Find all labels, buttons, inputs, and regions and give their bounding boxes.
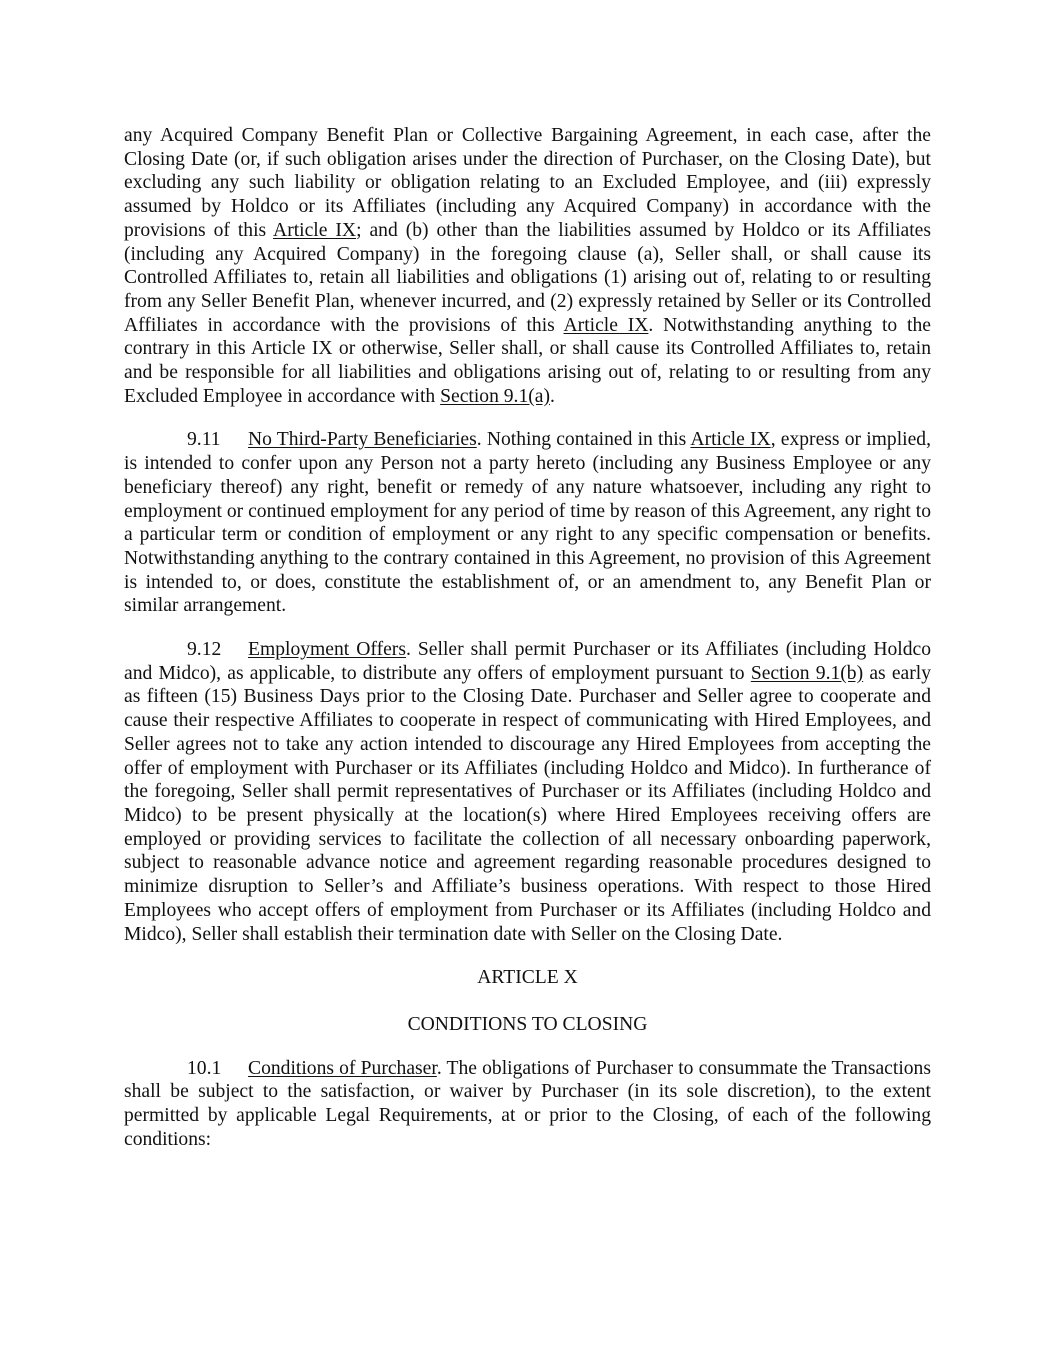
section-9-12 (124, 638, 931, 946)
section-heading: Conditions of Purchaser (248, 1057, 437, 1079)
article-title: ARTICLE X (477, 967, 578, 989)
cross-reference-link[interactable]: Section 9.1(a) (440, 385, 551, 407)
section-number: 10.1 (187, 1057, 222, 1079)
paragraph-text: . Notwithstanding anything to the contrary in this Article IX or otherwise, Seller shall, or shall cause its Controlled Affiliates to, retain and be responsible for all liabilities and obligations arising out of, relating to or resulting from any Excluded Employee in accordance with (124, 314, 931, 407)
paragraph-text: . Seller shall permit Purchaser or its Affiliates (including Holdco and Midco), as applicable, to distribute any offers of employment pursuant to (124, 639, 931, 684)
paragraph-continuation (124, 124, 931, 408)
paragraph-text: . The obligations of Purchaser to consummate the Transactions shall be subject to the satisfaction, or waiver by Purchaser (in its sole discretion), to the extent permitted by applicable Legal Requirements, at or prior to the Closing, of each of the following conditions: (124, 1057, 931, 1150)
document-page (124, 124, 931, 1151)
paragraph-text: , express or implied, is intended to confer upon any Person not a party hereto (including any Business Employee or any beneficiary thereof) any right, benefit or remedy of any nature whatsoever, including any right to employment or continued employment for any period of time by reason of this Agreement, any right to a particular term or condition of employment or any right to any specific compensation or benefits. Notwithstanding anything to the contrary contained in this Agreement, no provision of this Agreement is intended to, or does, constitute the establishment of, or an amendment to, any Benefit Plan or similar arrangement. (124, 429, 931, 617)
article-subtitle: CONDITIONS TO CLOSING (407, 1013, 648, 1035)
paragraph-text: . Nothing contained in this (476, 429, 691, 451)
cross-reference-link[interactable]: Article IX (690, 429, 771, 451)
paragraph-text: ; and (b) other than the liabilities assumed by Holdco or its Affiliates (including any Acquired Company) in the foregoing clause (a), Seller shall, or shall cause its Controlled Affiliates to, retain all liabilities and obligations (1) arising out of, relating to or resulting from any Seller Benefit Plan, whenever incurred, and (2) expressly retained by Seller or its Controlled Affiliates in accordance with the provisions of this (124, 219, 931, 336)
cross-reference-link[interactable]: Section 9.1(b) (750, 662, 864, 684)
paragraph-text: any Acquired Company Benefit Plan or Collective Bargaining Agreement, in each case, after the Closing Date (or, if such obligation arises under the direction of Purchaser, on the Closing Date), but excluding any such liability or obligation relating to an Excluded Employee, and (iii) expressly assumed by Holdco or its Affiliates (including any Acquired Company) in accordance with the provisions of this (124, 125, 931, 241)
section-10-1 (124, 1057, 931, 1152)
section-number: 9.11 (187, 429, 221, 451)
paragraph-text: as early as fifteen (15) Business Days prior to the Closing Date. Purchaser and Seller agree to cooperate and cause their respective Affiliates to cooperate in respect of communicating with Hired Employees, and Seller agrees not to take any action intended to discourage any Hired Employees from accepting the offer of employment with Purchaser or its Affiliates (including Holdco and Midco). In furtherance of the foregoing, Seller shall permit representatives of Purchaser or its Affiliates (including Holdco and Midco) to be present physically at the location(s) where Hired Employees receiving offers are employed or providing services to facilitate the collection of all necessary onboarding paperwork, subject to reasonable advance notice and agreement regarding reasonable procedures designed to minimize disruption to Seller’s and Affiliate’s business operations. With respect to those Hired Employees who accept offers of employment from Purchaser or its Affiliates (including Holdco and Midco), Seller shall establish their termination date with Seller on the Closing Date. (124, 662, 931, 945)
cross-reference-link[interactable]: Article IX (273, 219, 357, 241)
cross-reference-link[interactable]: Article IX (563, 314, 649, 336)
section-9-11 (124, 428, 931, 618)
section-heading: Employment Offers (248, 639, 406, 661)
section-number: 9.12 (187, 639, 222, 661)
paragraph-text: . (550, 385, 555, 407)
section-heading: No Third-Party Beneficiaries (248, 429, 477, 451)
